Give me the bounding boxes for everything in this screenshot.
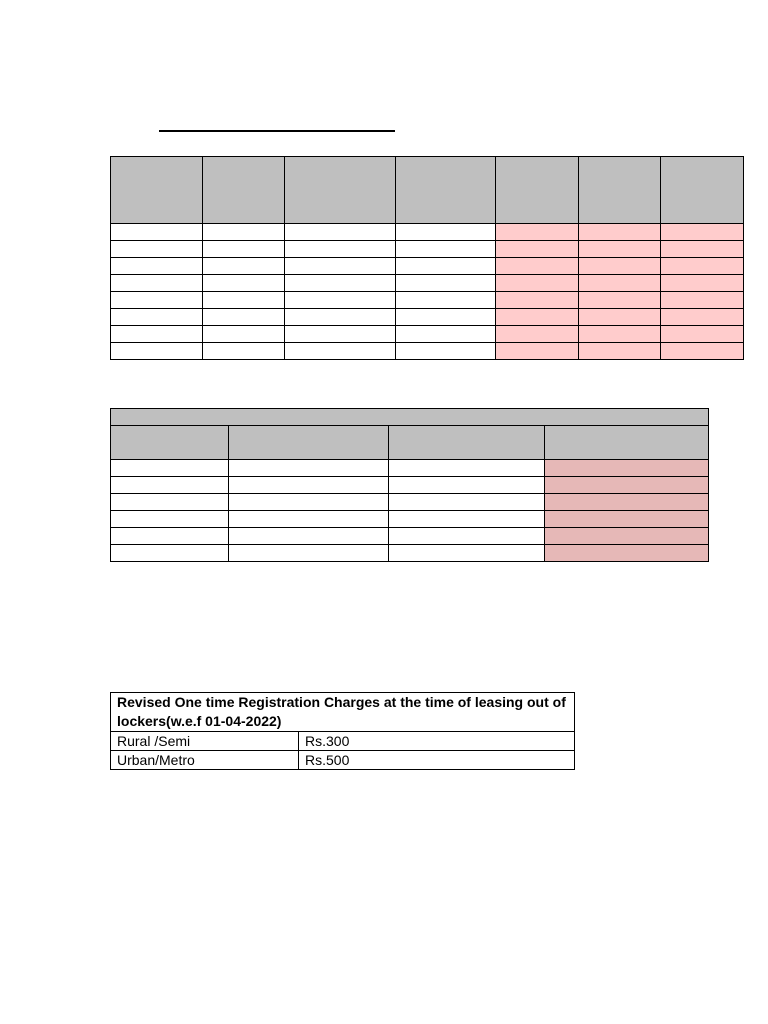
table-row xyxy=(111,751,575,770)
header-cell xyxy=(396,157,496,224)
table-row xyxy=(111,241,744,258)
header-cell xyxy=(389,426,545,460)
table-row xyxy=(111,275,744,292)
charge-cell: Rs.500 xyxy=(299,751,575,770)
header-cell xyxy=(203,157,285,224)
header-cell xyxy=(545,426,709,460)
table-header-row xyxy=(111,426,709,460)
table-row xyxy=(111,258,744,275)
table-row xyxy=(111,545,709,562)
area-cell: Urban/Metro xyxy=(111,751,299,770)
table-row xyxy=(111,477,709,494)
table-row xyxy=(111,326,744,343)
table-row xyxy=(111,460,709,477)
title-underline xyxy=(159,130,395,132)
table-row xyxy=(111,224,744,241)
header-cell xyxy=(285,157,396,224)
table-row xyxy=(111,528,709,545)
table-row xyxy=(111,732,575,751)
table-row xyxy=(111,343,744,360)
table-header-row xyxy=(111,157,744,224)
table-heading-row xyxy=(111,693,575,732)
registration-heading: Revised One time Registration Charges at the time of leasing out of lockers(w.e.f 01-04-2022) xyxy=(111,693,575,732)
table-banner-row xyxy=(111,409,709,426)
header-cell xyxy=(111,157,203,224)
table-row xyxy=(111,292,744,309)
header-cell xyxy=(111,426,229,460)
header-cell xyxy=(496,157,579,224)
locker-charges-table xyxy=(110,408,709,562)
header-cell xyxy=(661,157,744,224)
locker-rent-table xyxy=(110,156,744,360)
header-cell xyxy=(579,157,661,224)
table-row xyxy=(111,309,744,326)
table-row xyxy=(111,494,709,511)
header-cell xyxy=(229,426,389,460)
table-row xyxy=(111,511,709,528)
area-cell: Rural /Semi xyxy=(111,732,299,751)
registration-charges-table xyxy=(110,692,575,770)
charge-cell: Rs.300 xyxy=(299,732,575,751)
